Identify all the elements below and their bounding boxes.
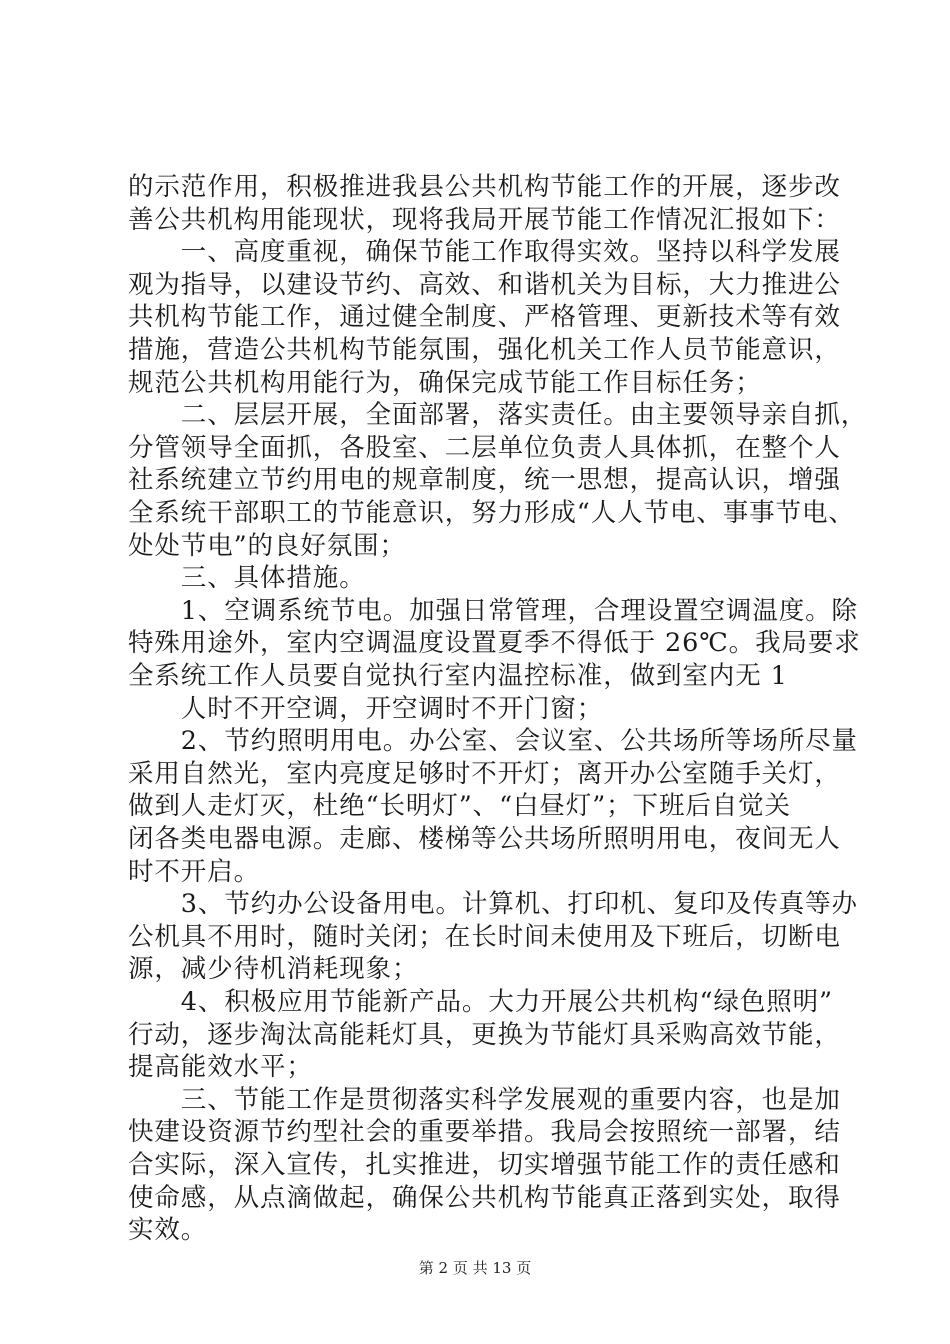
text-line: 措施，营造公共机构节能氛围，强化机关工作人员节能意识， [128, 335, 841, 365]
text-line: 社系统建立节约用电的规章制度，统一思想，提高认识，增强 [128, 465, 841, 496]
text-line: 采用自然光，室内亮度足够时不开灯；离开办公室随手关灯， [128, 758, 841, 789]
text-line: 时不开启。 [128, 856, 261, 887]
text-line: 公机具不用时，随时关闭；在长时间未使用及下班后，切断电 [128, 921, 841, 952]
text-line: 做到人走灯灭，杜绝“长明灯”、“白昼灯”；下班后自觉关 [128, 791, 791, 822]
text-line: 二、层层开展，全面部署，落实责任。由主要领导亲自抓， [128, 400, 868, 431]
text-line: 处处节电”的良好氛围； [128, 530, 406, 561]
text-line: 行动，逐步淘汰高能耗灯具，更换为节能灯具采购高效节能， [128, 1019, 841, 1050]
text-line: 一、高度重视，确保节能工作取得实效。坚持以科学发展 [128, 237, 841, 268]
text-line: 合实际，深入宣传，扎实推进，切实增强节能工作的责任感和 [128, 1150, 841, 1180]
text-line: 人时不开空调，开空调时不开门窗； [128, 693, 604, 724]
text-line: 观为指导，以建设节约、高效、和谐机关为目标，大力推进公 [128, 269, 841, 300]
text-line: 共机构节能工作，通过健全制度、严格管理、更新技术等有效 [128, 302, 841, 333]
text-line: 的示范作用，积极推进我县公共机构节能工作的开展，逐步改 [128, 172, 841, 202]
text-line: 规范公共机构用能行为，确保完成节能工作目标任务； [128, 367, 762, 398]
text-line: 快建设资源节约型社会的重要举措。我局会按照统一部署，结 [128, 1117, 841, 1148]
text-line: 三、具体措施。 [128, 563, 366, 594]
text-line: 三、节能工作是贯彻落实科学发展观的重要内容，也是加 [128, 1084, 841, 1115]
text-line: 源，减少待机消耗现象； [128, 954, 419, 985]
text-line: 使命感，从点滴做起，确保公共机构节能真正落到实处，取得 [128, 1182, 841, 1213]
text-line: 1、空调系统节电。加强日常管理，合理设置空调温度。除 [128, 595, 858, 626]
text-line: 全系统干部职工的节能意识，努力形成“人人节电、事事节电、 [128, 498, 855, 528]
text-line: 全系统工作人员要自觉执行室内温控标准，做到室内无 1 [128, 661, 788, 691]
text-line: 4、积极应用节能新产品。大力开展公共机构“绿色照明” [128, 987, 833, 1017]
text-line: 特殊用途外，室内空调温度设置夏季不得低于 26℃。我局要求 [128, 628, 861, 659]
text-line: 提高能效水平； [128, 1052, 313, 1083]
text-line: 分管领导全面抓，各股室、二层单位负责人具体抓，在整个人 [128, 432, 841, 463]
text-line: 2、节约照明用电。办公室、会议室、公共场所等场所尽量 [128, 726, 858, 757]
text-line: 善公共机构用能现状，现将我局开展节能工作情况汇报如下： [128, 204, 841, 235]
text-line: 实效。 [128, 1215, 208, 1246]
text-line: 3、节约办公设备用电。计算机、打印机、复印及传真等办 [128, 889, 858, 920]
text-line: 闭各类电器电源。走廊、楼梯等公共场所照明用电，夜间无人 [128, 824, 841, 854]
page-footer: 第 2 页 共 13 页 [418, 1259, 532, 1277]
